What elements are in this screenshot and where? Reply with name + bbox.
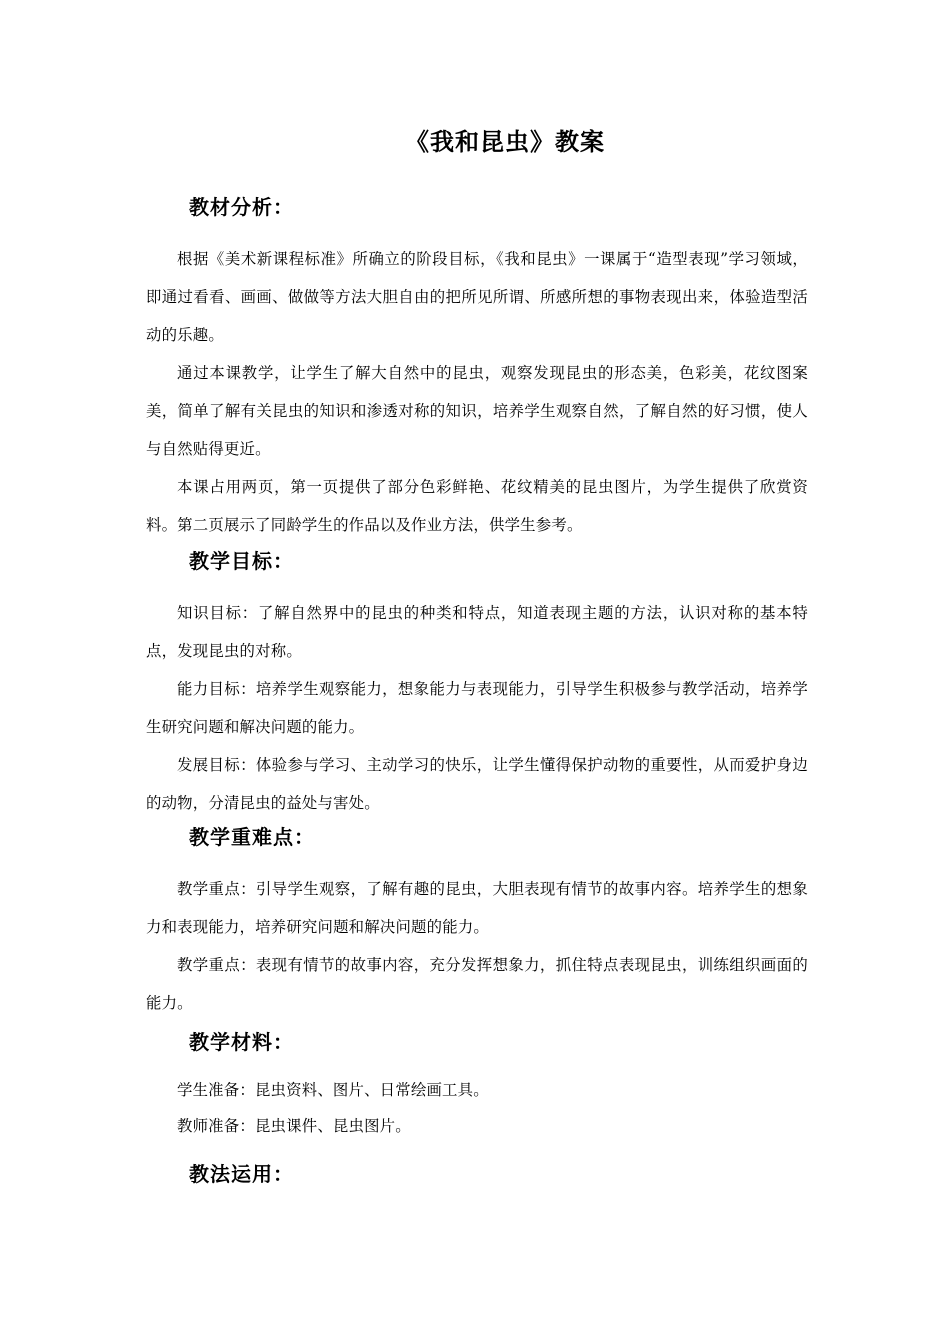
- section-heading: 教材分析：: [189, 195, 294, 219]
- paragraph: 教学重点：表现有情节的故事内容，充分发挥想象力，抓住特点表现昆虫，训练组织画面的能力。: [146, 956, 808, 1012]
- section-body: [146, 1072, 808, 1144]
- section-teaching-methods: [146, 1160, 808, 1188]
- paragraph: 根据《美术新课程标准》所确立的阶段目标，《我和昆虫》一课属于“造型表现”学习领域，即通过看看、画画、做做等方法大胆自由的把所见所谓、所感所想的事物表现出来，体验造型活动的乐趣。: [146, 250, 808, 344]
- section-teaching-materials: [146, 1028, 808, 1144]
- section-heading: 教学材料：: [189, 1030, 294, 1054]
- section-body: [146, 870, 808, 1022]
- section-body: [146, 594, 808, 822]
- section-heading: 教学重难点：: [189, 825, 315, 849]
- section-key-difficulties: [146, 823, 808, 1022]
- paragraph: 教师准备：昆虫课件、昆虫图片。: [177, 1117, 411, 1135]
- section-heading: 教学目标：: [189, 549, 294, 573]
- paragraph: 知识目标：了解自然界中的昆虫的种类和特点，知道表现主题的方法，认识对称的基本特点，发现昆虫的对称。: [146, 604, 808, 660]
- paragraph: 通过本课教学，让学生了解大自然中的昆虫，观察发现昆虫的形态美，色彩美，花纹图案美，简单了解有关昆虫的知识和渗透对称的知识，培养学生观察自然，了解自然的好习惯，使人与自然贴得更近。: [146, 364, 808, 458]
- paragraph: 发展目标：体验参与学习、主动学习的快乐，让学生懂得保护动物的重要性，从而爱护身边的动物，分清昆虫的益处与害处。: [146, 756, 808, 812]
- page-title: 《我和昆虫》教案: [405, 127, 605, 156]
- paragraph: 学生准备：昆虫资料、图片、日常绘画工具。: [177, 1081, 489, 1099]
- paragraph: 本课占用两页，第一页提供了部分色彩鲜艳、花纹精美的昆虫图片，为学生提供了欣赏资料。第二页展示了同龄学生的作品以及作业方法，供学生参考。: [146, 478, 808, 534]
- section-textbook-analysis: [146, 193, 808, 544]
- section-body: [146, 240, 808, 544]
- section-teaching-objectives: [146, 547, 808, 822]
- paragraph: 教学重点：引导学生观察，了解有趣的昆虫，大胆表现有情节的故事内容。培养学生的想象力和表现能力，培养研究问题和解决问题的能力。: [146, 880, 808, 936]
- section-heading: 教法运用：: [189, 1162, 294, 1186]
- paragraph: 能力目标：培养学生观察能力，想象能力与表现能力，引导学生积极参与教学活动，培养学生研究问题和解决问题的能力。: [146, 680, 808, 736]
